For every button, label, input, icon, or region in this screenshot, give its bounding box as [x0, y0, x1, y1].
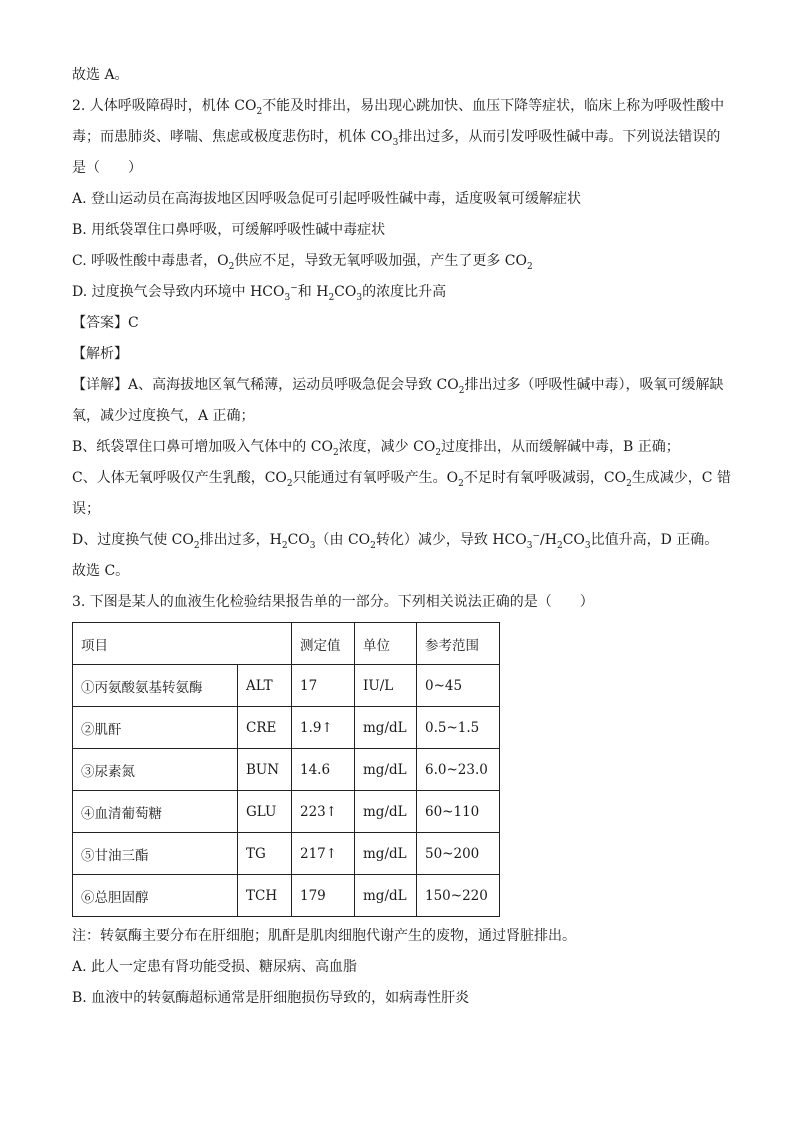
subscript: 3 — [309, 540, 316, 551]
text: 供应不足，导致无氧呼吸加强，产生了更多 CO — [234, 253, 527, 269]
text: 误； — [72, 501, 100, 517]
table-row — [73, 665, 500, 707]
text: 氧，减少过度换气，A 正确； — [72, 408, 255, 424]
cell-name: ①丙氨酸氨基转氨酶 — [73, 665, 238, 707]
option-a — [72, 184, 726, 215]
text: D. 过度换气会导致内环境中 HCO — [72, 284, 285, 300]
text: CO — [334, 284, 357, 300]
cell-unit: mg/dL — [355, 791, 417, 833]
text: 是（ ） — [72, 160, 142, 176]
text: 生成减少，C 错 — [631, 470, 731, 486]
cell-code: BUN — [238, 749, 292, 791]
subscript: 3 — [584, 540, 591, 551]
table-header-row — [73, 623, 500, 665]
table-row — [73, 707, 500, 749]
table-row — [73, 833, 500, 875]
cell-range: 150~220 — [417, 875, 500, 917]
text: 【答案】C — [72, 315, 139, 331]
explanation-line — [72, 432, 726, 463]
subscript: 2 — [370, 540, 376, 551]
explanation-line — [72, 370, 726, 401]
text: 【详解】A、高海拔地区氧气稀薄，运动员呼吸急促会导致 CO — [72, 377, 459, 393]
option-a — [72, 952, 726, 983]
text: 不能及时排出，易出现心跳加快、血压下降等症状，临床上称为呼吸性酸中 — [262, 98, 725, 114]
cell-range: 60~110 — [417, 791, 500, 833]
text: 过度排出，从而缓解碱中毒，B 正确； — [441, 439, 680, 455]
text-line — [72, 556, 726, 587]
subscript: 3 — [526, 540, 533, 551]
text: C、人体无氧呼吸仅产生乳酸，CO — [72, 470, 287, 486]
analysis-heading — [72, 339, 726, 370]
blood-test-report-table — [72, 622, 500, 917]
cell-unit: mg/dL — [355, 749, 417, 791]
text: 毒；而患肺炎、哮喘、焦虑或极度悲伤时，机体 CO — [72, 129, 393, 145]
cell-value: 223↑ — [292, 791, 355, 833]
text: 转化）减少，导致 HCO — [375, 532, 527, 548]
text: 和 H — [297, 284, 329, 300]
cell-range: 0.5~1.5 — [417, 707, 500, 749]
text: 排出过多，H — [199, 532, 282, 548]
cell-unit: mg/dL — [355, 707, 417, 749]
text: 故选 A。 — [72, 67, 129, 83]
text: B. 血液中的转氨酶超标通常是肝细胞损伤导致的，如病毒性肝炎 — [72, 990, 470, 1006]
cell-value: 14.6 — [292, 749, 355, 791]
document-page — [72, 60, 731, 1014]
table-row — [73, 791, 500, 833]
subscript: 2 — [626, 478, 632, 489]
text: 比值升高，D 正确。 — [590, 532, 719, 548]
cell-unit: IU/L — [355, 665, 417, 707]
cell-value: 1.9↑ — [292, 707, 355, 749]
text: B、纸袋罩住口鼻可增加吸入气体中的 CO — [72, 439, 333, 455]
cell-value: 217↑ — [292, 833, 355, 875]
text: 注：转氨酶主要分布在肝细胞；肌酐是肌肉细胞代谢产生的废物，通过肾脏排出。 — [72, 928, 576, 944]
cell-range: 6.0~23.0 — [417, 749, 500, 791]
text: 3. 下图是某人的血液生化检验结果报告单的一部分。下列相关说法正确的是（ ） — [72, 594, 594, 610]
explanation-line — [72, 401, 726, 432]
subscript: 2 — [256, 106, 263, 117]
cell-range: 0~45 — [417, 665, 500, 707]
subscript: 2 — [526, 261, 533, 272]
text: CO — [562, 532, 585, 548]
text: 浓度，减少 CO — [338, 439, 436, 455]
text: A. 登山运动员在高海拔地区因呼吸急促可引起呼吸性碱中毒，适度吸氧可缓解症状 — [72, 191, 582, 207]
text: 的浓度比升高 — [362, 284, 447, 300]
table-row — [73, 749, 500, 791]
table-row — [73, 875, 500, 917]
text: B. 用纸袋罩住口鼻呼吸，可缓解呼吸性碱中毒症状 — [72, 222, 386, 238]
question-2-stem — [72, 153, 726, 184]
cell-code: GLU — [238, 791, 292, 833]
subscript: 2 — [458, 385, 465, 396]
text: A. 此人一定患有肾功能受损、糖尿病、高血脂 — [72, 959, 358, 975]
text: 排出过多（呼吸性碱中毒），吸氧可缓解缺 — [464, 377, 724, 393]
cell-name: ⑥总胆固醇 — [73, 875, 238, 917]
subscript: 2 — [286, 478, 293, 489]
cell-code: CRE — [238, 707, 292, 749]
question-3-stem — [72, 587, 726, 618]
text: D、过度换气使 CO — [72, 532, 194, 548]
cell-code: TG — [238, 833, 292, 875]
subscript: 2 — [458, 478, 464, 489]
superscript: − — [532, 531, 541, 542]
text: 不足时有氧呼吸减弱，CO — [463, 470, 627, 486]
table-note — [72, 921, 726, 952]
cell-name: ②肌酐 — [73, 707, 238, 749]
text: 排出过多，从而引发呼吸性碱中毒。下列说法错误的 — [398, 129, 721, 145]
subscript: 2 — [281, 540, 288, 551]
subscript: 2 — [435, 447, 442, 458]
subscript: 3 — [392, 137, 399, 148]
cell-unit: mg/dL — [355, 875, 417, 917]
option-b — [72, 983, 726, 1014]
explanation-line — [72, 494, 726, 525]
header-item: 项目 — [73, 623, 292, 665]
text: （由 CO — [315, 532, 371, 548]
subscript: 2 — [332, 447, 339, 458]
cell-value: 179 — [292, 875, 355, 917]
answer-line — [72, 308, 726, 339]
subscript: 3 — [356, 292, 363, 303]
cell-name: ⑤甘油三酯 — [73, 833, 238, 875]
cell-unit: mg/dL — [355, 833, 417, 875]
cell-code: TCH — [238, 875, 292, 917]
subscript: 2 — [328, 292, 335, 303]
option-b — [72, 215, 726, 246]
superscript: − — [290, 283, 298, 294]
option-c — [72, 246, 726, 277]
question-2-stem — [72, 122, 726, 153]
subscript: 3 — [284, 292, 291, 303]
explanation-line — [72, 463, 731, 494]
cell-value: 17 — [292, 665, 355, 707]
text: 【解析】 — [72, 346, 128, 362]
header-unit: 单位 — [355, 623, 417, 665]
cell-name: ④血清葡萄糖 — [73, 791, 238, 833]
question-2-stem — [72, 91, 726, 122]
cell-range: 50~200 — [417, 833, 500, 875]
text-line — [72, 60, 726, 91]
header-value: 测定值 — [292, 623, 355, 665]
text: CO — [287, 532, 310, 548]
text: 2. 人体呼吸障碍时，机体 CO — [72, 98, 257, 114]
text: /H — [540, 532, 557, 548]
header-range: 参考范围 — [417, 623, 500, 665]
subscript: 2 — [556, 540, 563, 551]
cell-code: ALT — [238, 665, 292, 707]
cell-name: ③尿素氮 — [73, 749, 238, 791]
explanation-line — [72, 525, 726, 556]
text: C. 呼吸性酸中毒患者，O — [72, 253, 229, 269]
text: 故选 C。 — [72, 563, 130, 579]
text: 只能通过有氧呼吸产生。O — [292, 470, 459, 486]
subscript: 2 — [228, 261, 235, 272]
subscript: 2 — [193, 540, 200, 551]
option-d — [72, 277, 726, 308]
